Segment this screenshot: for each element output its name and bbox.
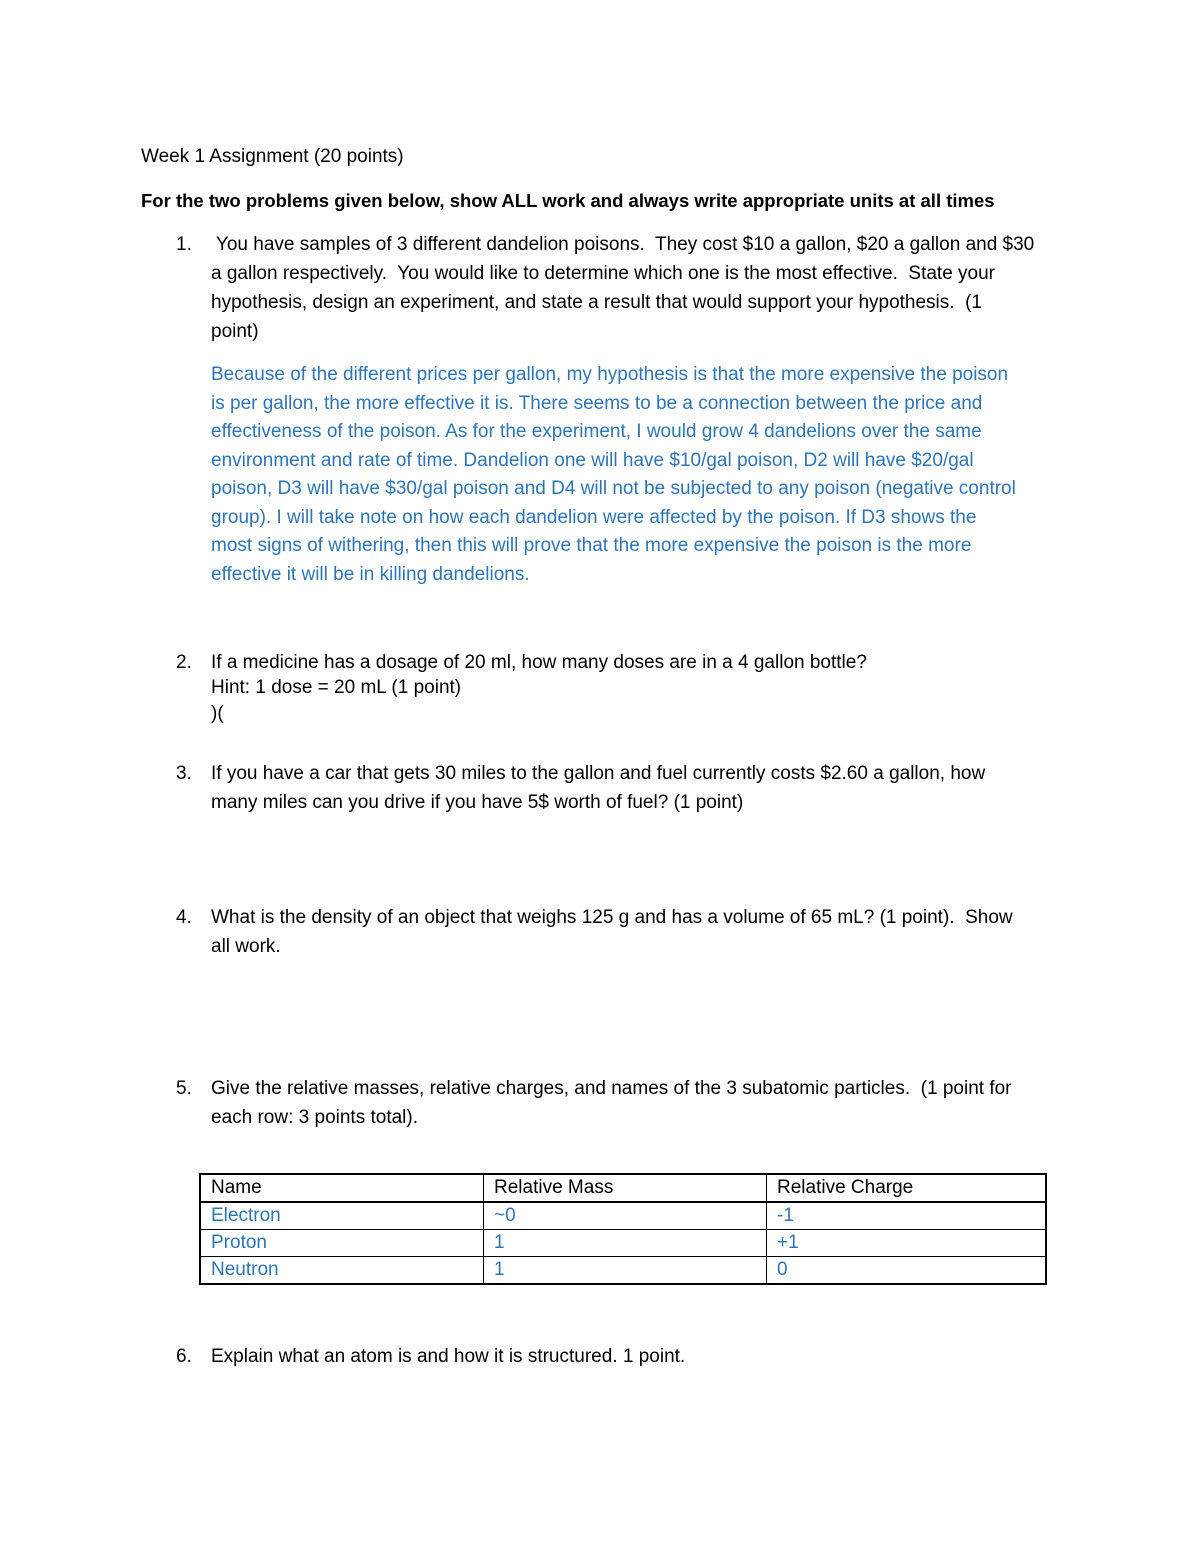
answer-line: most signs of withering, then this will prove that the more expensive the poison is the more — [211, 535, 972, 556]
question-text — [211, 759, 1061, 817]
question-text — [211, 1342, 1061, 1371]
table-header-row — [200, 1174, 1046, 1202]
question-line: many miles can you drive if you have 5$ worth of fuel? (1 point) — [211, 792, 744, 813]
question-line: Explain what an atom is and how it is structured. 1 point. — [211, 1346, 686, 1367]
table-cell: +1 — [767, 1230, 1047, 1257]
table-row — [200, 1257, 1046, 1285]
table-row — [200, 1230, 1046, 1257]
table-header-cell: Relative Charge — [767, 1174, 1047, 1202]
question-text — [211, 1074, 1061, 1132]
table-cell: Neutron — [200, 1257, 484, 1285]
table-cell: Proton — [200, 1230, 484, 1257]
answer-line: poison, D3 will have $30/gal poison and D4 will not be subjected to any poison (negative control — [211, 478, 1016, 499]
answer-line: effectiveness of the poison. As for the experiment, I would grow 4 dandelions over the same — [211, 421, 982, 442]
question-number: 3. — [176, 763, 192, 784]
subatomic-particles-table — [199, 1173, 1047, 1285]
question-2-hint — [211, 675, 461, 727]
instructions: For the two problems given below, show ALL work and always write appropriate units at all times — [141, 190, 995, 211]
table-header-cell: Relative Mass — [484, 1174, 767, 1202]
answer-line: effective it will be in killing dandelions. — [211, 563, 530, 585]
answer-1 — [211, 361, 1071, 589]
question-number: 6. — [176, 1346, 192, 1367]
question-line: Give the relative masses, relative charges, and names of the 3 subatomic particles. (1 point for — [211, 1078, 1012, 1099]
table-header-cell: Name — [200, 1174, 484, 1202]
question-text — [211, 230, 1061, 346]
page-title: Week 1 Assignment (20 points) — [141, 146, 404, 167]
table-cell: 1 — [484, 1230, 767, 1257]
table-row — [200, 1202, 1046, 1230]
table-cell: ~0 — [484, 1202, 767, 1230]
table-cell: 1 — [484, 1257, 767, 1285]
question-line: If a medicine has a dosage of 20 ml, how many doses are in a 4 gallon bottle? — [211, 652, 867, 673]
table-cell: -1 — [767, 1202, 1047, 1230]
question-number: 5. — [176, 1078, 192, 1099]
question-text — [211, 903, 1061, 961]
answer-line: environment and rate of time. Dandelion one will have $10/gal poison, D2 will have $20/gal — [211, 449, 974, 471]
question-line: If you have a car that gets 30 miles to the gallon and fuel currently costs $2.60 a gallon, how — [211, 763, 986, 784]
question-line: point) — [211, 321, 259, 342]
table-cell: Electron — [200, 1202, 484, 1230]
question-line: each row: 3 points total). — [211, 1107, 418, 1128]
answer-line: Because of the different prices per gallon, my hypothesis is that the more expensive the poison — [211, 364, 1009, 385]
question-number: 4. — [176, 907, 192, 928]
stray-mark: )( — [211, 703, 224, 724]
question-line: all work. — [211, 936, 281, 957]
question-text — [211, 648, 1061, 677]
question-number: 1. — [176, 234, 192, 255]
question-line: You have samples of 3 different dandelion poisons. They cost $10 a gallon, $20 a gallon and $30 — [211, 234, 1035, 255]
question-line: a gallon respectively. You would like to determine which one is the most effective. State your — [211, 263, 996, 284]
question-line: What is the density of an object that weighs 125 g and has a volume of 65 mL? (1 point). Show — [211, 907, 1013, 928]
question-line: hypothesis, design an experiment, and state a result that would support your hypothesis. (1 — [211, 292, 983, 313]
answer-line: is per gallon, the more effective it is. There seems to be a connection between the price and — [211, 392, 983, 414]
hint-text: Hint: 1 dose = 20 mL (1 point) — [211, 677, 462, 698]
answer-line: group). I will take note on how each dandelion were affected by the poison. If D3 shows the — [211, 506, 977, 528]
question-number: 2. — [176, 652, 192, 673]
table-cell: 0 — [767, 1257, 1047, 1285]
